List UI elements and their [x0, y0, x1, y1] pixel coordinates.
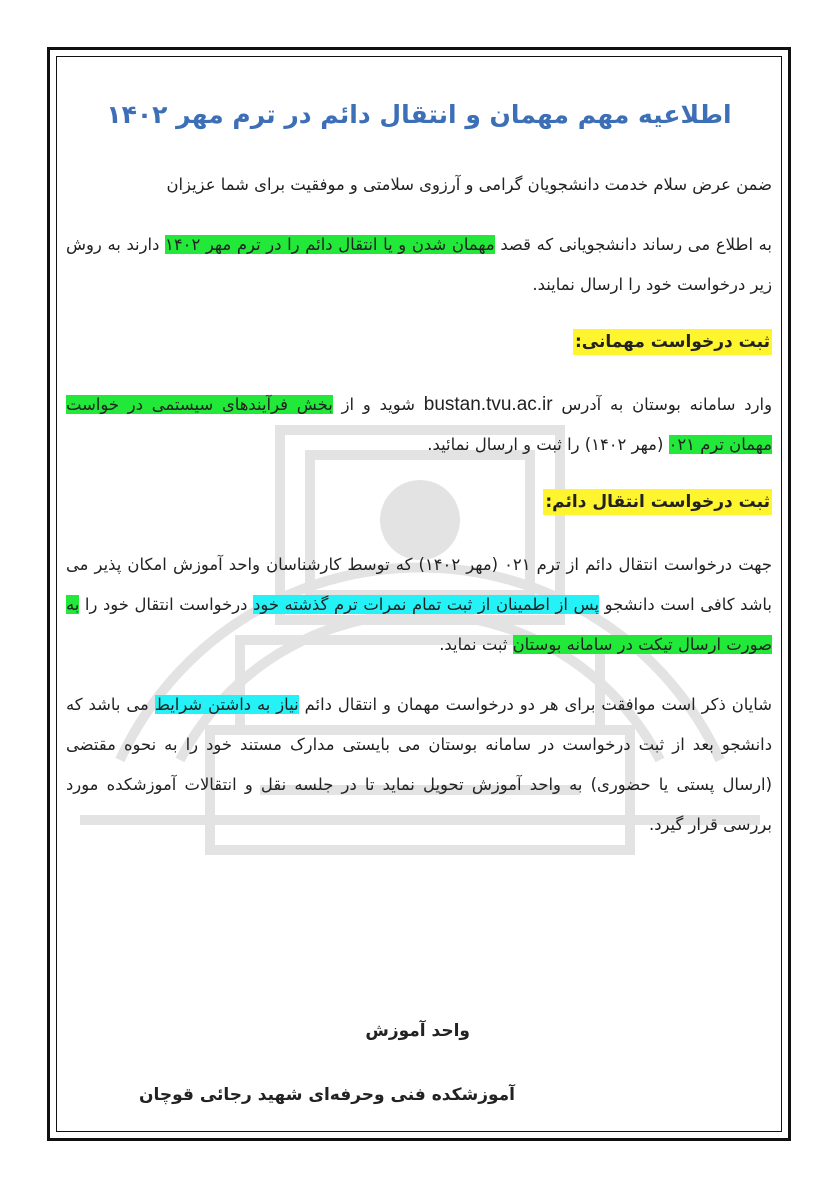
guest-text-1: وارد سامانه بوستان به آدرس	[552, 395, 772, 414]
guest-text-2: شوید و از	[332, 395, 424, 414]
transfer-highlight-1: پس از اطمینان از ثبت تمام نمرات ترم گذشته خود	[253, 595, 600, 614]
signature-school: آموزشکده فنی وحرفه‌ای شهید رجائی قوچان	[138, 1085, 515, 1105]
note-text-1: شایان ذکر است موافقت برای هر دو درخواست مهمان و انتقال دائم	[298, 695, 773, 714]
note-highlight: نیاز به داشتن شرایط	[154, 695, 299, 714]
transfer-text-3: ثبت نماید.	[439, 635, 513, 654]
greeting-text: ضمن عرض سلام خدمت دانشجویان گرامی و آرزوی سلامتی و موفقیت برای شما عزیزان	[166, 175, 772, 194]
page-title: اطلاعیه مهم مهمان و انتقال دائم در ترم مهر ۱۴۰۲	[106, 100, 732, 129]
note-paragraph	[66, 685, 772, 845]
transfer-text-2: درخواست انتقال خود را	[79, 595, 254, 614]
guest-heading	[66, 325, 772, 359]
guest-highlight: بخش فرآیندهای سیستمی در خواست مهمان ترم ۰۲۱	[66, 395, 772, 454]
intro-highlight: مهمان شدن و یا انتقال دائم را در ترم مهر ۱۴۰۲	[165, 235, 495, 254]
intro-text-2: دارند به روش زیر درخواست خود را ارسال نمایند.	[66, 235, 772, 294]
note-text-2: می باشد که دانشجو بعد از ثبت درخواست در سامانه بوستان می بایستی مدارک مستند خود را به نحوه مقتضی (ارسال پستی یا حضوری) به واحد آموزش تحویل نماید تا در جلسه نقل و انتقالات آموزشکده مورد بررسی قرار گیرد.	[66, 695, 772, 834]
guest-heading-label: ثبت درخواست مهمانی:	[573, 329, 772, 355]
transfer-heading-label: ثبت درخواست انتقال دائم:	[543, 489, 772, 515]
transfer-heading	[66, 485, 772, 519]
transfer-paragraph	[66, 545, 772, 665]
signature-unit: واحد آموزش	[365, 1021, 470, 1041]
transfer-text-1: جهت درخواست انتقال دائم از ترم ۰۲۱ (مهر ۱۴۰۲) که توسط کارشناسان واحد آموزش امکان پذیر می باشد کافی است دانشجو	[66, 555, 772, 614]
bustan-url-link[interactable]: bustan.tvu.ac.ir	[423, 394, 553, 415]
transfer-highlight-2: به صورت ارسال تیکت در سامانه بوستان	[66, 595, 772, 654]
intro-paragraph	[66, 225, 772, 305]
guest-paragraph	[66, 385, 772, 465]
greeting-paragraph	[66, 165, 772, 205]
guest-text-3: (مهر ۱۴۰۲) را ثبت و ارسال نمائید.	[427, 435, 669, 454]
intro-text-1: به اطلاع می رساند دانشجویانی که قصد	[494, 235, 772, 254]
announcement-body	[66, 100, 772, 865]
